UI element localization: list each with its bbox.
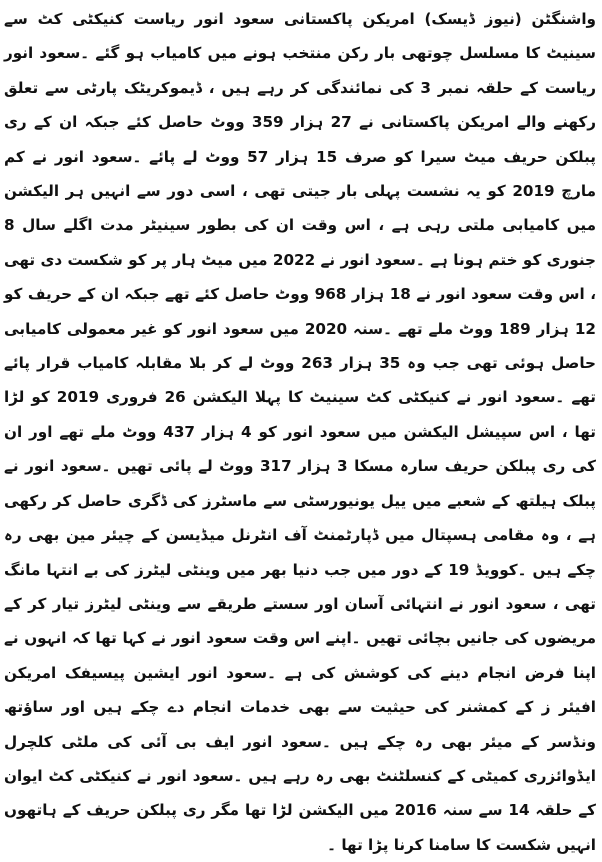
article-body: واشنگٹن (نیوز ڈیسک) امریکن پاکستانی سعود انور ریاست کنیکٹی کٹ سے سینیٹ کا مسلسل چوتھی بار رکن منتخب ہونے میں کامیاب ہو گئے ۔سعود انور ریاست کے حلقہ نمبر 3 کی نمائندگی کر رہے ہیں ، ڈیموکریٹک پارٹی سے تعلق رکھنے والے امریکن پاکستانی نے 27 ہزار 359 ووٹ حاصل کئے جبکہ ان کے ری پبلکن حریف میٹ سیرا کو صرف 15 ہزار 57 ووٹ لے پائے ۔سعود انور نے کم مارچ 2019 کو یہ نشست پہلی بار جیتی تھی ، اسی دور سے انہیں ہر الیکشن میں کامیابی ملتی رہی ہے ، اس وقت ان کی بطور سینیٹر مدت اگلے سال 8 جنوری کو ختم ہونا ہے ۔سعود انور نے 2022 میں میٹ ہار پر کو شکست دی تھی ، اس وقت سعود انور نے 18 ہزار 968 ووٹ حاصل کئے تھے جبکہ ان کے حریف کو 12 ہزار 189 ووٹ ملے تھے ۔سنہ 2020 میں سعود انور کو غیر معمولی کامیابی حاصل ہوئی تھی جب وہ 35 ہزار 263 ووٹ لے کر بلا مقابلہ کامیاب قرار پائے تھے ۔سعود انور نے کنیکٹی کٹ سینیٹ کا پہلا الیکشن 26 فروری 2019 کو لڑا تھا ، اس سپیشل الیکشن میں سعود انور کو 4 ہزار 437 ووٹ ملے تھے اور ان کی ری پبلکن حریف سارہ مسکا 3 ہزار 317 ووٹ لے پائی تھیں ۔سعود انور نے پبلک ہیلتھ کے شعبے میں ییل یونیورسٹی سے ماسٹرز کی ڈگری حاصل کر رکھی ہے ، وہ مقامی ہسپتال میں ڈپارٹمنٹ آف انٹرنل میڈیسن کے چیئر مین بھی رہ چکے ہیں ۔کوویڈ 19 کے دور میں جب دنیا بھر میں وینٹی لیٹرز کی بے انتہا مانگ تھی ، سعود انور نے انتہائی آسان اور سستے طریقے سے وینٹی لیٹرز تیار کر کے مریضوں کی جانیں بچائی تھیں ۔اپنے اس وقت سعود انور نے کہا تھا کہ انہوں نے اپنا فرض انجام دینے کی کوشش کی ہے ۔سعود انور ایشین پیسیفک امریکن افیئر ز کے کمشنر کی حیثیت سے بھی خدمات انجام دے چکے ہیں اور ساؤتھ ونڈسر کے میئر بھی رہ چکے ہیں ۔سعود انور ایف بی آئی کی ملٹی کلچرل ایڈوائزری کمیٹی کے کنسلٹنٹ بھی رہ رہے ہیں ۔سعود انور نے کنیکٹی کٹ ایوان کے حلقہ 14 سے سنہ 2016 میں الیکشن لڑا تھا مگر ری پبلکن حریف کے ہاتھوں انہیں شکست کا سامنا کرنا پڑا تھا ۔ (4, 10, 597, 854)
